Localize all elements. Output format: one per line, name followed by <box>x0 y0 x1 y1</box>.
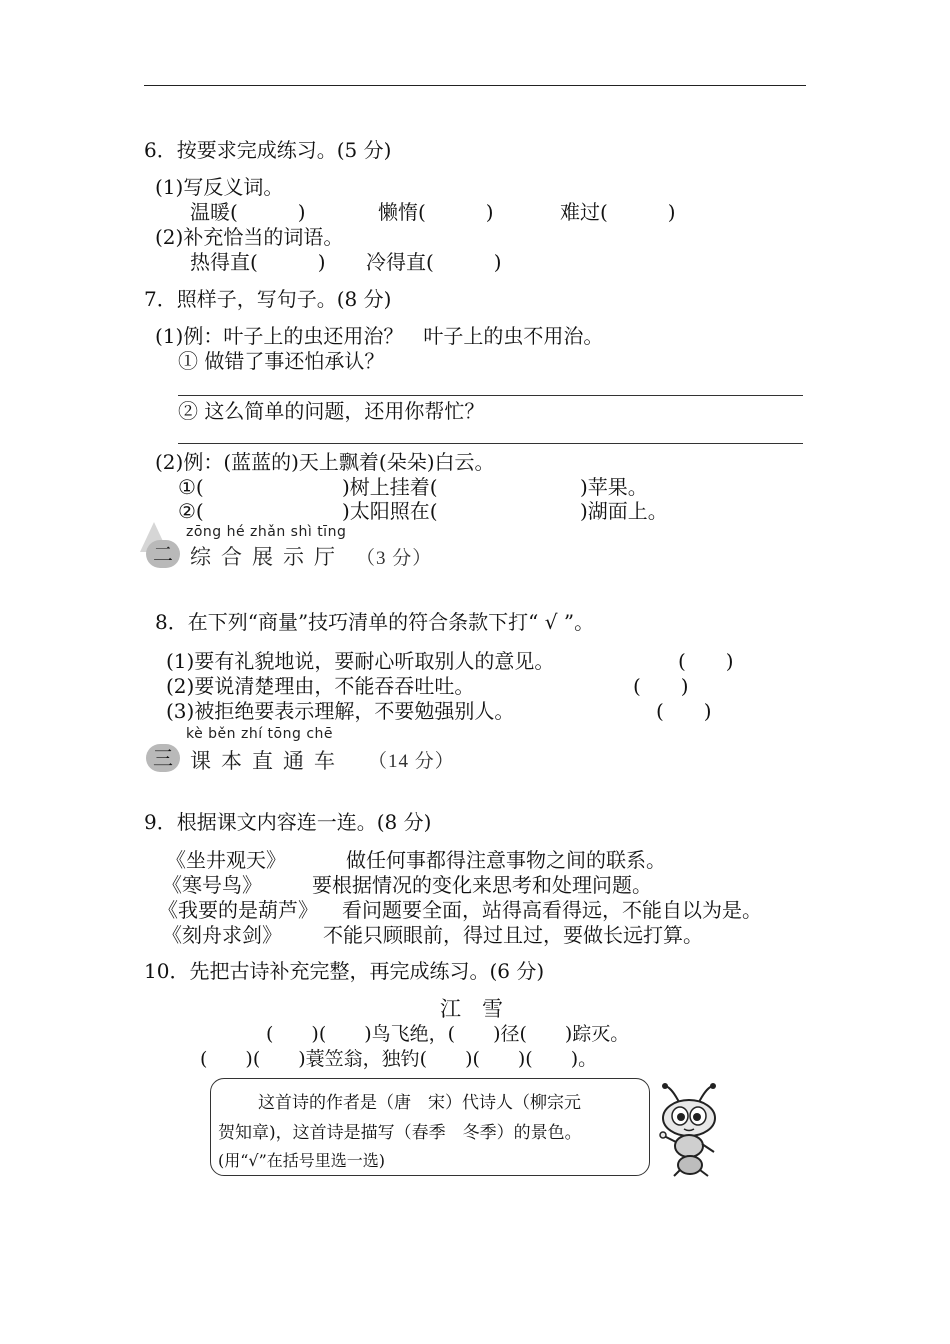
section2-number-badge: 二 <box>146 540 180 568</box>
q7-answer-line-1[interactable] <box>178 395 803 396</box>
q8-item-1: (1)要有礼貌地说，要耐心听取别人的意见。 <box>166 649 555 673</box>
q7-example1: (1)例：叶子上的虫还用治？ 叶子上的虫不用治。 <box>155 324 604 348</box>
q7-answer-line-2[interactable] <box>178 443 803 444</box>
section3-score: （14 分） <box>368 751 455 772</box>
q6-item-lazy[interactable]: 懒惰( ) <box>378 200 494 224</box>
q8-checkbox-3[interactable]: ( ) <box>656 699 712 723</box>
q6-item-sad[interactable]: 难过( ) <box>560 200 676 224</box>
q8-checkbox-1[interactable]: ( ) <box>678 649 734 673</box>
q8-item-3: (3)被拒绝要表示理解，不要勉强别人。 <box>166 699 515 723</box>
q8-title: 8．在下列“商量”技巧清单的符合条款下打“ √ ”。 <box>155 610 595 634</box>
section3-number-badge: 三 <box>146 744 180 772</box>
q9-right-2[interactable]: 要根据情况的变化来思考和处理问题。 <box>312 873 652 897</box>
header-rule <box>144 85 806 86</box>
poem-line-1[interactable]: ( )( )鸟飞绝，( )径( )踪灭。 <box>266 1023 630 1045</box>
q9-left-3[interactable]: 《我要的是葫芦》 <box>158 898 318 922</box>
q6-item-cold[interactable]: 冷得直( ) <box>366 250 502 274</box>
q9-title: 9．根据课文内容连一连。(8 分) <box>144 810 432 834</box>
q9-left-2[interactable]: 《寒号鸟》 <box>162 873 262 897</box>
section2-score: （3 分） <box>356 548 433 569</box>
q7-row1-b: )树上挂着( <box>342 475 438 499</box>
q9-left-4[interactable]: 《刻舟求剑》 <box>162 923 282 947</box>
q6-part1: (1)写反义词。 <box>155 175 284 199</box>
poem-box-line-3: (用“√”在括号里选一选) <box>218 1151 386 1170</box>
q9-right-4[interactable]: 不能只顾眼前，得过且过，要做长远打算。 <box>323 923 703 947</box>
q7-title: 7．照样子，写句子。(8 分) <box>144 287 392 311</box>
poem-box-line-2[interactable]: 贺知章)，这首诗是描写（春季 冬季）的景色。 <box>218 1123 582 1143</box>
section3-title: 课本直通车 <box>190 749 345 773</box>
q7-row1-c: )苹果。 <box>580 475 648 499</box>
q6-title: 6．按要求完成练习。(5 分) <box>144 138 392 162</box>
q10-title: 10．先把古诗补充完整，再完成练习。(6 分) <box>144 959 545 983</box>
q6-item-hot[interactable]: 热得直( ) <box>190 250 326 274</box>
q8-item-2: (2)要说清楚理由，不能吞吞吐吐。 <box>166 674 475 698</box>
poem-line-2[interactable]: ( )( )蓑笠翁，独钓( )( )( )。 <box>200 1048 598 1070</box>
q6-part2: (2)补充恰当的词语。 <box>155 225 344 249</box>
q8-checkbox-2[interactable]: ( ) <box>633 674 689 698</box>
q7-sentence1: ① 做错了事还怕承认？ <box>178 349 385 373</box>
q7-row2-b: )太阳照在( <box>342 499 438 523</box>
poem-title: 江 雪 <box>440 997 503 1021</box>
q7-row1-a: ①( <box>178 475 204 499</box>
section2-title: 综合展示厅 <box>190 545 345 569</box>
q7-sentence2: ② 这么简单的问题，还用你帮忙？ <box>178 399 485 423</box>
q9-right-3[interactable]: 看问题要全面，站得高看得远，不能自以为是。 <box>342 898 762 922</box>
q6-item-warm[interactable]: 温暖( ) <box>190 200 306 224</box>
section3-pinyin: kè běn zhí tōng chē <box>186 726 334 742</box>
q7-example2: (2)例：(蓝蓝的)天上飘着(朵朵)白云。 <box>155 450 495 474</box>
section2-pinyin: zōng hé zhǎn shì tīng <box>186 524 347 540</box>
q9-left-1[interactable]: 《坐井观天》 <box>166 848 286 872</box>
q9-right-1[interactable]: 做任何事都得注意事物之间的联系。 <box>346 848 666 872</box>
poem-box-line-1[interactable]: 这首诗的作者是（唐 宋）代诗人（柳宗元 <box>258 1093 581 1113</box>
q7-row2-a: ②( <box>178 499 204 523</box>
q7-row2-c: )湖面上。 <box>580 499 668 523</box>
ant-mascot-icon <box>650 1082 730 1178</box>
